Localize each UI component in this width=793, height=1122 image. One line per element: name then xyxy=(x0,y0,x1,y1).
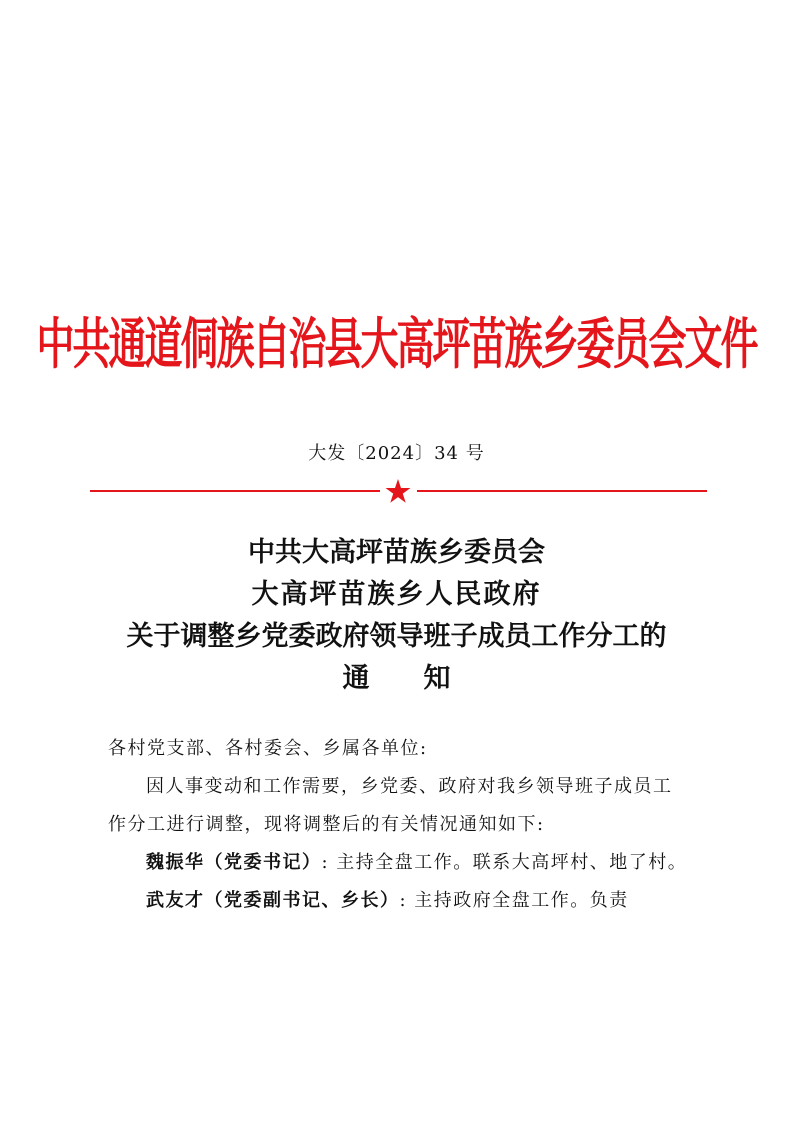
notice-title xyxy=(0,532,793,700)
intro-paragraph: 因人事变动和工作需要，乡党委、政府对我乡领导班子成员工作分工进行调整，现将调整后的有关情况通知如下: xyxy=(108,776,673,835)
duty-paragraph xyxy=(108,882,688,920)
title-line-subject: 关于调整乡党委政府领导班子成员工作分工的 xyxy=(126,621,667,652)
salutation: 各村党支部、各村委会、乡属各单位: xyxy=(108,738,428,759)
leader-duty: : 主持政府全盘工作。负责 xyxy=(399,890,629,911)
title-line-notice xyxy=(0,658,793,700)
separator-line-right xyxy=(417,490,707,492)
title-line-government: 大高坪苗族乡人民政府 xyxy=(251,579,542,610)
leader-name: 武友才（党委副书记、乡长） xyxy=(146,890,400,911)
document-issuer-header: 中共通道侗族自治县大高坪苗族乡委员会文件 xyxy=(36,312,757,376)
separator-line-left xyxy=(90,490,380,492)
document-number: 大发〔2024〕34 号 xyxy=(308,443,485,464)
notice-body xyxy=(108,730,688,920)
duty-paragraph xyxy=(108,844,688,882)
star-icon xyxy=(385,478,411,504)
title-notice-char-1: 通 xyxy=(342,663,370,694)
red-separator xyxy=(90,478,707,504)
title-notice-char-2: 知 xyxy=(423,663,451,694)
title-line-party-committee: 中共大高坪苗族乡委员会 xyxy=(248,537,545,568)
leader-duty: : 主持全盘工作。联系大高坪村、地了村。 xyxy=(321,852,688,873)
leader-name: 魏振华（党委书记） xyxy=(146,852,322,873)
